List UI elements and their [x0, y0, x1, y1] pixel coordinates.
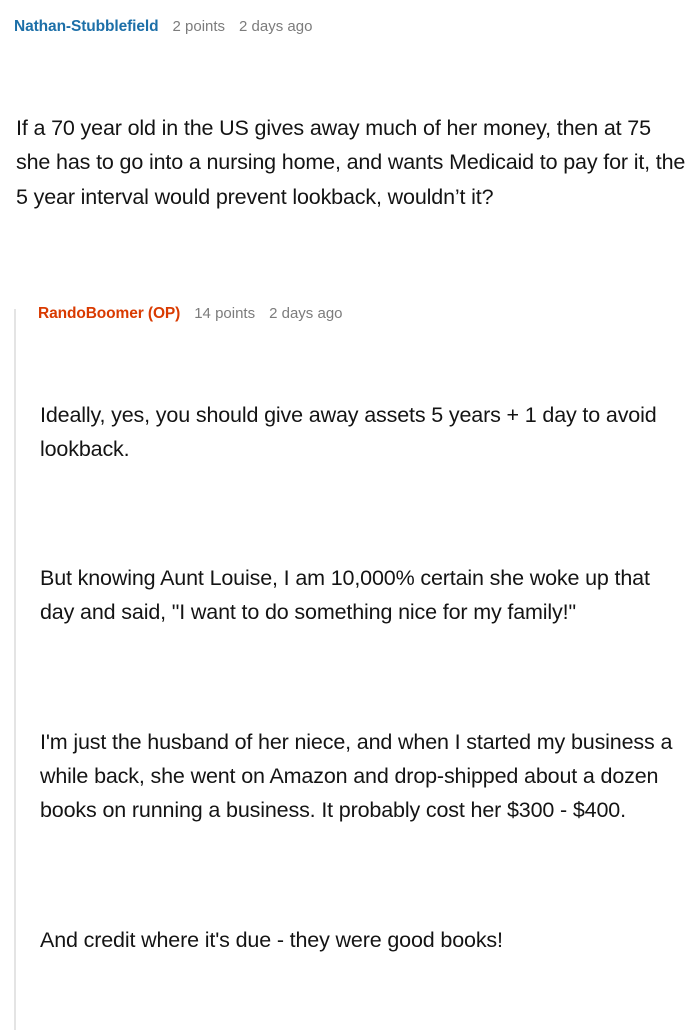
comment-paragraph: Ideally, yes, you should give away assets 5 years + 1 day to avoid lookback. [40, 402, 663, 461]
comment-header [38, 305, 686, 323]
comment-body [16, 42, 692, 283]
comment-body [40, 329, 686, 1026]
comment-paragraph: And credit where it's due - they were good books! [40, 927, 503, 952]
comment-paragraph: But knowing Aunt Louise, I am 10,000% certain she woke up that day and said, "I want to do something nice for my family!" [40, 566, 656, 625]
comment-score: 14 points [194, 304, 256, 322]
comment-timestamp: 2 days ago [239, 18, 313, 35]
comment-header [14, 18, 686, 36]
comment-paragraph: If a 70 year old in the US gives away much of her money, then at 75 she has to go into a nursing home, and wants Medicaid to pay for it, the 5 year interval would prevent lookback, wouldn’t it? [16, 115, 692, 209]
comment-author-link-op[interactable]: RandoBoomer (OP) [38, 304, 181, 322]
comment-root [14, 18, 692, 1026]
comment-paragraph: I'm just the husband of her niece, and when I started my business a while back, she went on Amazon and drop-shipped about a dozen books on running a business. It probably cost her $300 - $400. [40, 729, 679, 823]
comment-reply [14, 305, 686, 1026]
comment-timestamp: 2 days ago [269, 304, 343, 322]
comment-score: 2 points [172, 18, 226, 35]
thread-collapse-line[interactable] [14, 309, 16, 1030]
comment-author-link[interactable]: Nathan-Stubblefield [14, 18, 159, 35]
